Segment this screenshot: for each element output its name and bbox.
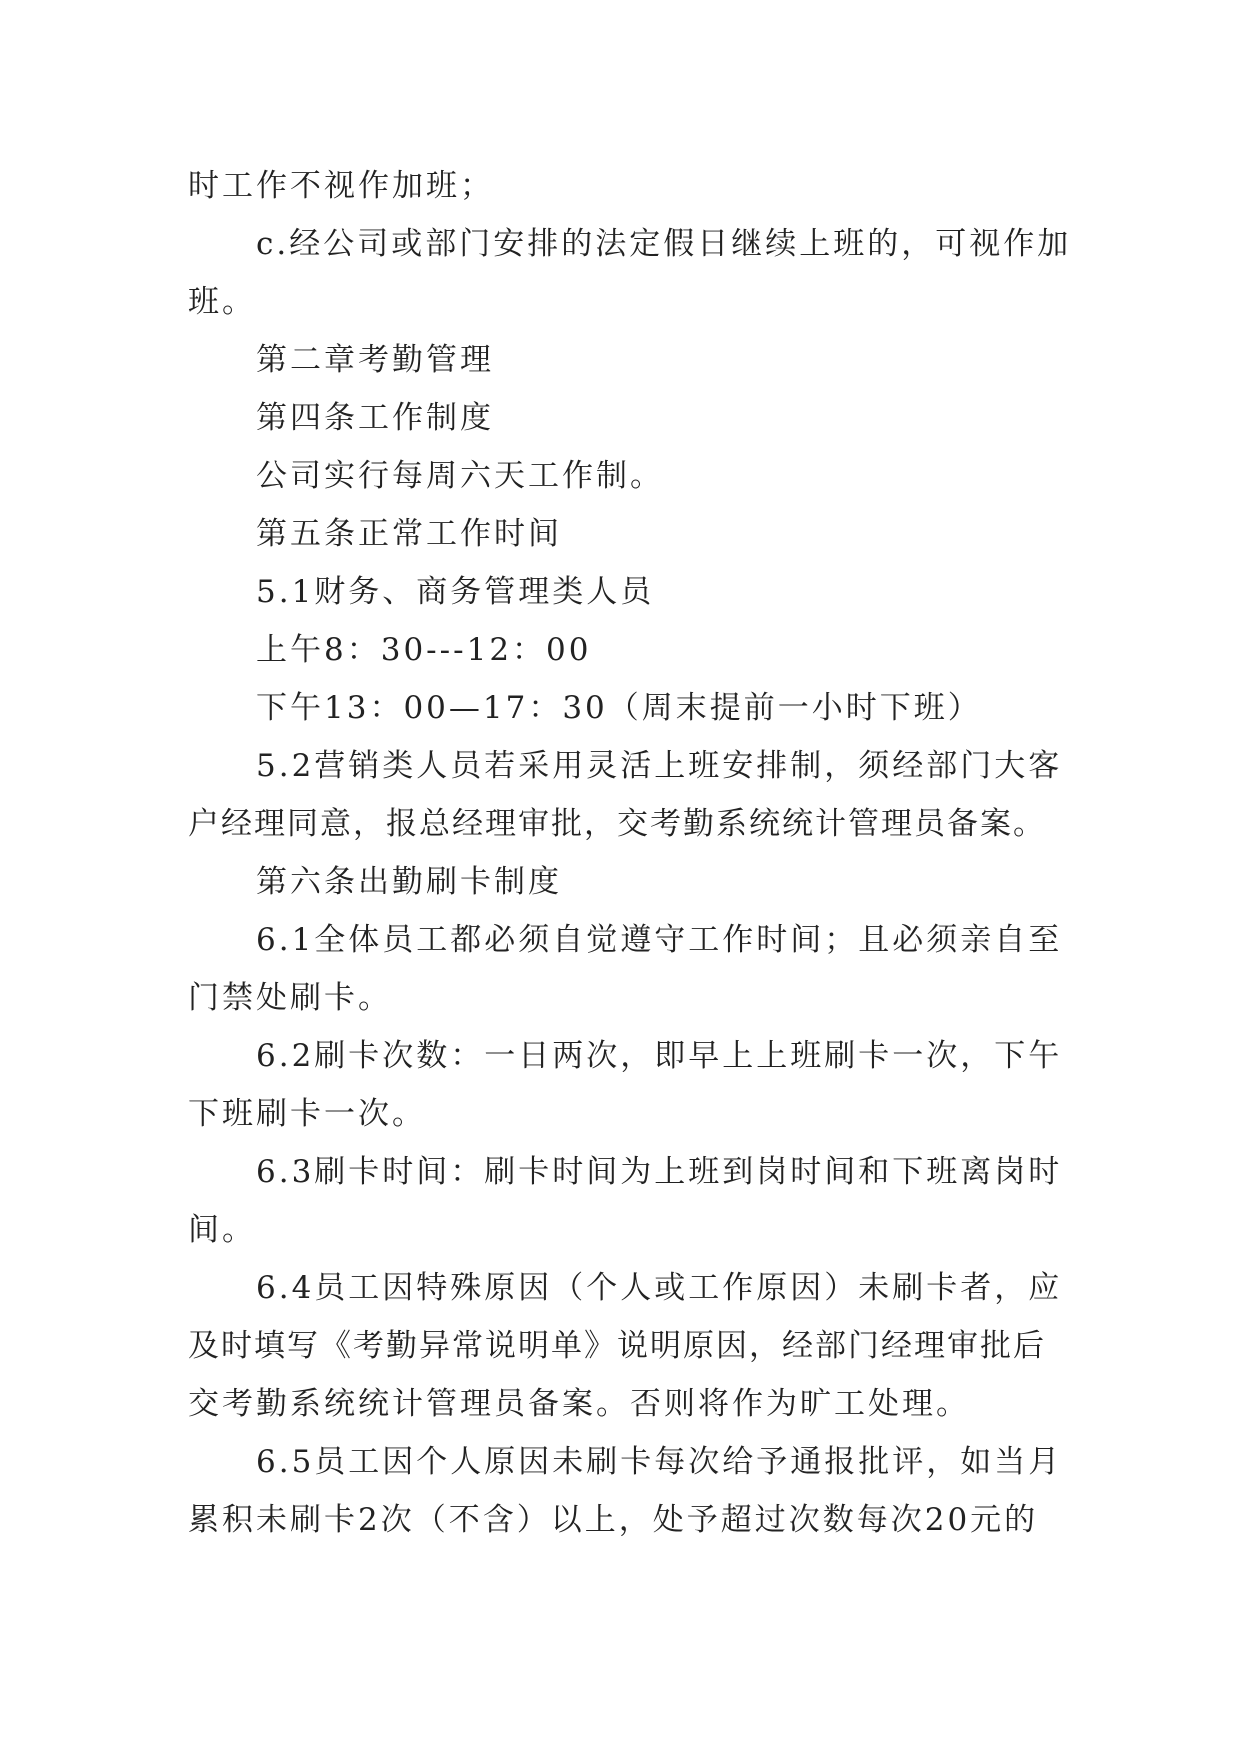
paragraph-line: 6.4员工因特殊原因（个人或工作原因）未刷卡者，应 xyxy=(256,1270,1063,1306)
paragraph-line: 累积未刷卡2次（不含）以上，处予超过次数每次20元的 xyxy=(188,1502,1039,1538)
paragraph-line: c.经公司或部门安排的法定假日继续上班的，可视作加 xyxy=(256,226,1072,262)
paragraph-line: 公司实行每周六天工作制。 xyxy=(256,458,664,494)
paragraph-line: 班。 xyxy=(188,284,256,320)
paragraph-line: 下午13：00—17：30（周末提前一小时下班） xyxy=(256,690,982,726)
paragraph-line: 户经理同意，报总经理审批，交考勤系统统计管理员备案。 xyxy=(188,806,1046,842)
paragraph-line: 门禁处刷卡。 xyxy=(188,980,392,1016)
paragraph-line: 交考勤系统统计管理员备案。否则将作为旷工处理。 xyxy=(188,1386,970,1422)
paragraph-line: 下班刷卡一次。 xyxy=(188,1096,426,1132)
paragraph-line: 6.3刷卡时间：刷卡时间为上班到岗时间和下班离岗时 xyxy=(256,1154,1063,1190)
paragraph-line: 5.2营销类人员若采用灵活上班安排制，须经部门大客 xyxy=(256,748,1063,784)
article-heading: 第五条正常工作时间 xyxy=(256,516,562,552)
paragraph-line: 6.1全体员工都必须自觉遵守工作时间；且必须亲自至 xyxy=(256,922,1063,958)
article-heading: 第六条出勤刷卡制度 xyxy=(256,864,562,900)
paragraph-line: 时工作不视作加班； xyxy=(188,168,494,204)
chapter-heading: 第二章考勤管理 xyxy=(256,342,494,378)
paragraph-line: 上午8：30---12：00 xyxy=(256,632,592,668)
paragraph-line: 6.5员工因个人原因未刷卡每次给予通报批评，如当月 xyxy=(256,1444,1063,1480)
article-heading: 第四条工作制度 xyxy=(256,400,494,436)
paragraph-line: 间。 xyxy=(188,1212,256,1248)
paragraph-line: 及时填写《考勤异常说明单》说明原因，经部门经理审批后 xyxy=(188,1328,1046,1364)
paragraph-line: 6.2刷卡次数：一日两次，即早上上班刷卡一次，下午 xyxy=(256,1038,1063,1074)
paragraph-line: 5.1财务、商务管理类人员 xyxy=(256,574,655,610)
